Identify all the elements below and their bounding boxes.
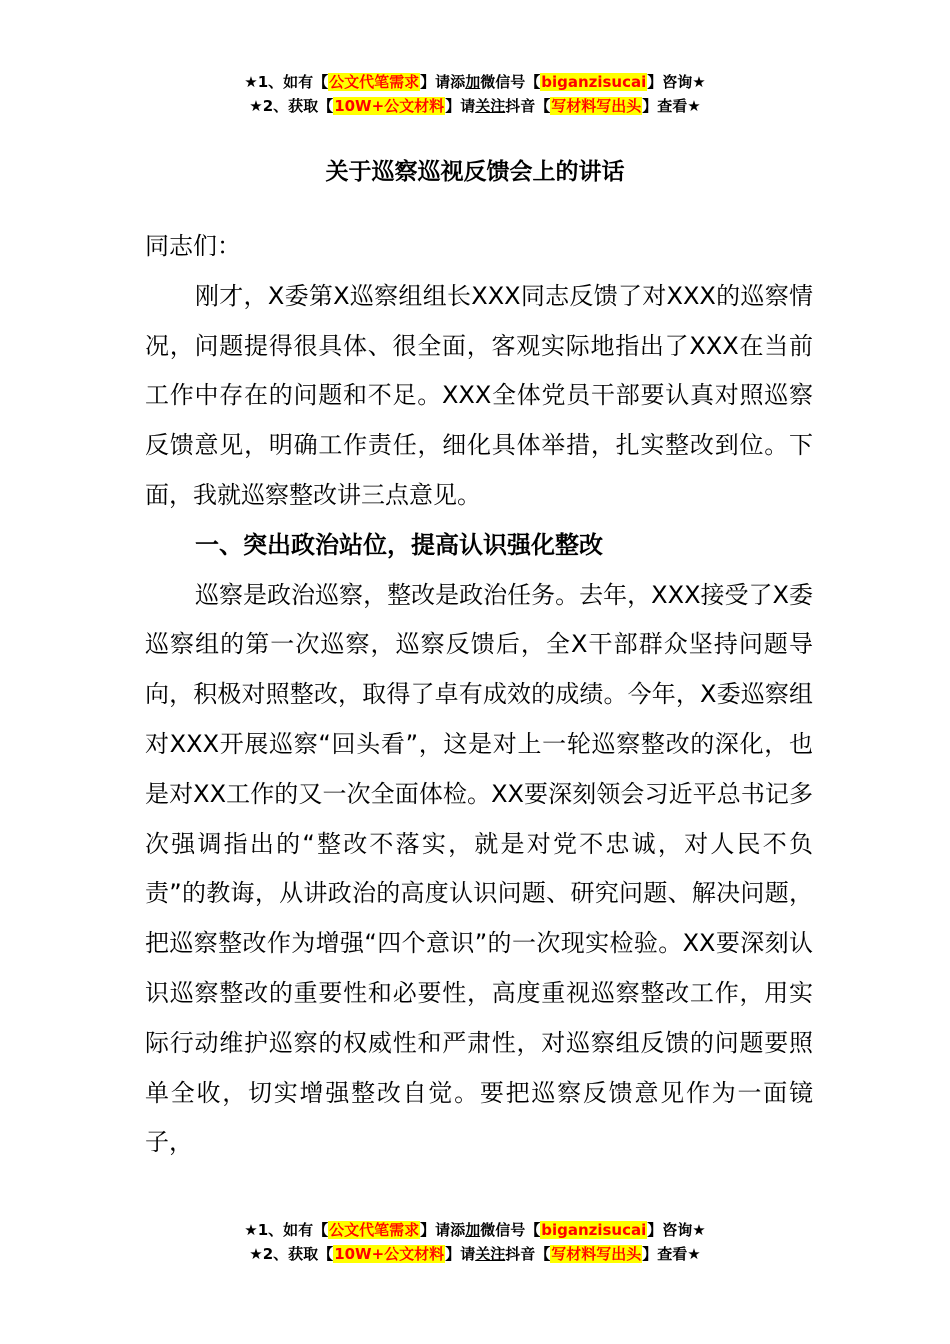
douyin-name-highlight: 写材料写出头 xyxy=(551,1245,642,1263)
notice-underlined: 加 xyxy=(465,73,481,91)
notice-underlined: 关注 xyxy=(475,1245,506,1263)
notice-highlight: 10W+公文材料 xyxy=(334,97,445,115)
document-title: 关于巡察巡视反馈会上的讲话 xyxy=(325,159,625,185)
notice-underlined: 关注 xyxy=(475,97,506,115)
notice-text: 】请添 xyxy=(420,73,466,91)
notice-text: 抖音【 xyxy=(505,97,551,115)
document-body xyxy=(145,222,813,1168)
notice-text: 】咨询★ xyxy=(647,73,706,91)
section-heading-1: 一、突出政治站位，提高认识强化整改 xyxy=(195,530,603,559)
notice-highlight: 10W+公文材料 xyxy=(334,1245,445,1263)
wechat-id-highlight: biganzisucai xyxy=(541,1221,647,1239)
footer-notice xyxy=(0,1218,950,1266)
paragraph-section-1: 巡察是政治巡察，整改是政治任务。去年，XXX接受了X委巡察组的第一次巡察，巡察反馈后，全X干部群众坚持问题导向，积极对照整改，取得了卓有成效的成绩。今年，X委巡察组对XXX开展巡察“回头看”，这是对上一轮巡察整改的深化，也是对XX工作的又一次全面体检。XX要深刻领会习近平总书记多次强调指出的“整改不落实，就是对党不忠诚，对人民不负责”的教诲，从讲政治的高度认识问题、研究问题、解决问题，把巡察整改作为增强“四个意识”的一次现实检验。XX要深刻认识巡察整改的重要性和必要性，高度重视巡察整改工作，用实际行动维护巡察的权威性和严肃性，对巡察组反馈的问题要照单全收，切实增强整改自觉。要把巡察反馈意见作为一面镜子， xyxy=(145,580,813,1157)
notice-text: 抖音【 xyxy=(505,1245,551,1263)
notice-text: ★2、获取【 xyxy=(249,1245,334,1263)
notice-line-2 xyxy=(0,94,950,118)
salutation: 同志们： xyxy=(145,232,241,260)
notice-text: 微信号【 xyxy=(480,1221,541,1239)
notice-text: 】咨询★ xyxy=(647,1221,706,1239)
notice-underlined: 加 xyxy=(465,1221,481,1239)
notice-text: ★1、如有【 xyxy=(244,73,329,91)
notice-line-2 xyxy=(0,1242,950,1266)
notice-text: 】请 xyxy=(445,1245,476,1263)
douyin-name-highlight: 写材料写出头 xyxy=(551,97,642,115)
paragraph-intro: 刚才，X委第X巡察组组长XXX同志反馈了对XXX的巡察情况，问题提得很具体、很全面，客观实际地指出了XXX在当前工作中存在的问题和不足。XXX全体党员干部要认真对照巡察反馈意见，明确工作责任，细化具体举措，扎实整改到位。下面，我就巡察整改讲三点意见。 xyxy=(145,281,813,509)
notice-text: 】请添 xyxy=(420,1221,466,1239)
notice-text: ★2、获取【 xyxy=(249,97,334,115)
notice-line-1 xyxy=(0,1218,950,1242)
header-notice xyxy=(0,70,950,118)
notice-highlight: 公文代笔需求 xyxy=(329,73,420,91)
notice-highlight: 公文代笔需求 xyxy=(329,1221,420,1239)
notice-text: ★1、如有【 xyxy=(244,1221,329,1239)
notice-line-1 xyxy=(0,70,950,94)
notice-text: 微信号【 xyxy=(480,73,541,91)
notice-text: 】请 xyxy=(445,97,476,115)
notice-text: 】查看★ xyxy=(642,1245,701,1263)
wechat-id-highlight: biganzisucai xyxy=(541,73,647,91)
notice-text: 】查看★ xyxy=(642,97,701,115)
